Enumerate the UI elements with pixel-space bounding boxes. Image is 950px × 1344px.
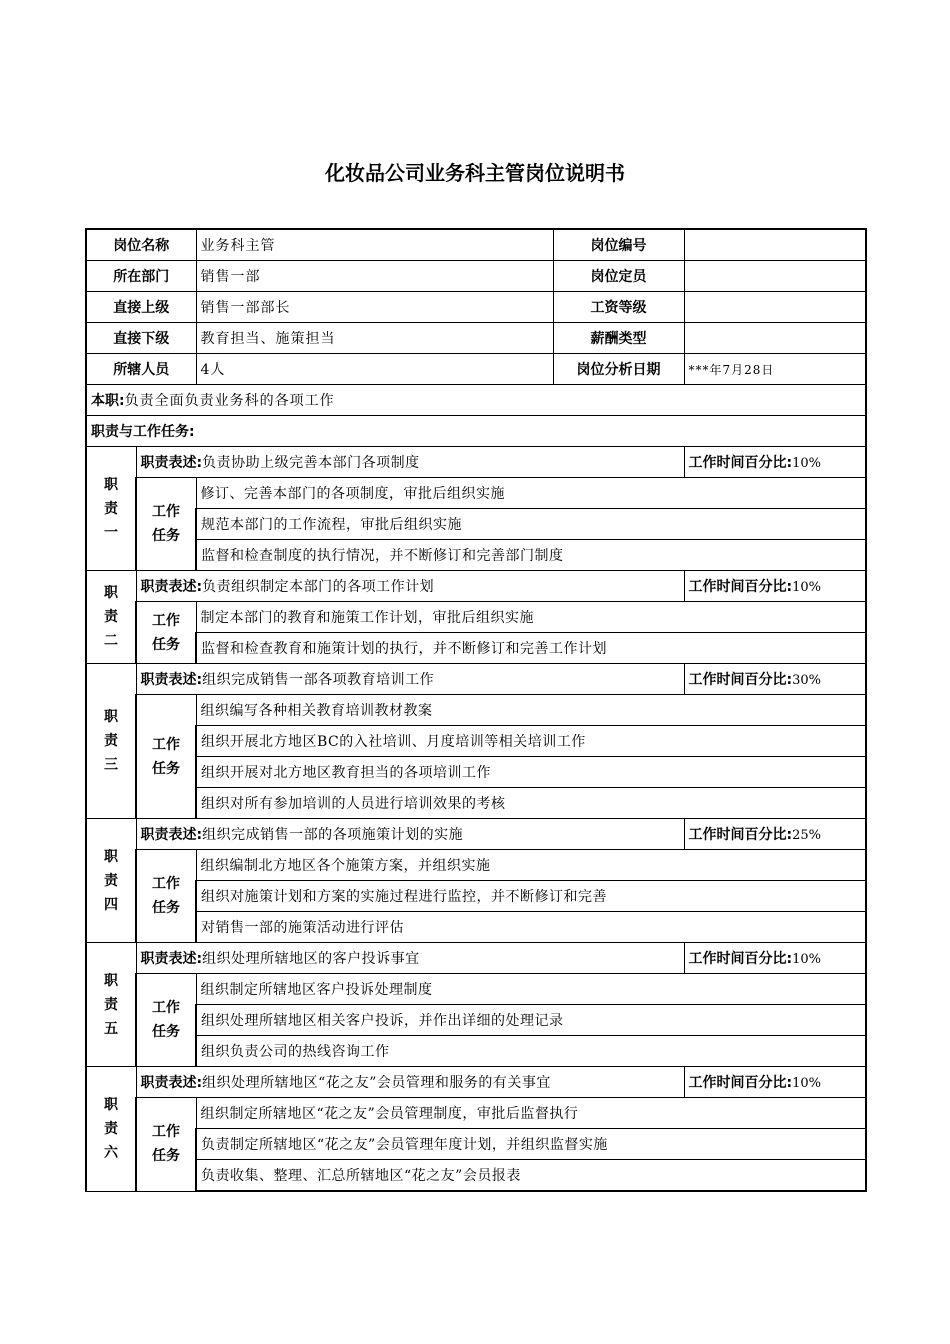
task-row [86, 912, 866, 943]
task-row [86, 1036, 866, 1067]
task-row [86, 695, 866, 726]
row-main-duty [86, 385, 866, 416]
duty-name [86, 819, 136, 943]
duty-name [86, 664, 136, 819]
task-label-cell [136, 478, 196, 571]
task-item: 组织制定所辖地区“花之友”会员管理制度，审批后监督执行 [196, 1098, 866, 1129]
duty-time-label: 工作时间百分比: [688, 1075, 793, 1091]
duty-statement-cell [136, 1067, 684, 1098]
duty-time-percent: 10% [792, 952, 822, 967]
task-row [86, 602, 866, 633]
duty-statement-cell [136, 664, 684, 695]
duty-statement-cell [136, 943, 684, 974]
task-label-cell [136, 974, 196, 1067]
task-item: 组织开展北方地区BC的入社培训、月度培训等相关培训工作 [196, 726, 866, 757]
duty-time-percent: 30% [792, 673, 822, 688]
duty-statement-cell [136, 447, 684, 478]
task-item: 组织处理所辖地区相关客户投诉，并作出详细的处理记录 [196, 1005, 866, 1036]
duty-name-text: 职责一 [103, 476, 118, 541]
task-item: 修订、完善本部门的各项制度，审批后组织实施 [196, 478, 866, 509]
task-item: 制定本部门的教育和施策工作计划，审批后组织实施 [196, 602, 866, 633]
subordinate-label: 直接下级 [86, 323, 196, 354]
wage-label: 工资等级 [553, 292, 684, 323]
task-label: 工作任务 [151, 504, 180, 544]
subordinate-value: 教育担当、施策担当 [196, 323, 553, 354]
task-item: 组织对所有参加培训的人员进行培训效果的考核 [196, 788, 866, 819]
row-dept [86, 261, 866, 292]
duty-time-cell [684, 447, 866, 478]
task-item: 组织负责公司的热线咨询工作 [196, 1036, 866, 1067]
task-label: 工作任务 [151, 1000, 180, 1040]
task-row [86, 633, 866, 664]
duty-time-percent: 25% [792, 828, 822, 843]
duty-statement-row [86, 943, 866, 974]
analysis-date-value: ***年7月28日 [684, 354, 866, 385]
duty-name-text: 职责二 [103, 585, 118, 649]
task-row [86, 478, 866, 509]
duty-time-percent: 10% [792, 456, 822, 471]
duty-time-label: 工作时间百分比: [688, 951, 793, 967]
task-row [86, 1129, 866, 1160]
duty-statement-text: 负责协助上级完善本部门各项制度 [202, 455, 420, 471]
duty-statement-label: 职责表述: [140, 827, 203, 843]
task-item: 组织制定所辖地区客户投诉处理制度 [196, 974, 866, 1005]
superior-value: 销售一部部长 [196, 292, 553, 323]
pay-type-label: 薪酬类型 [553, 323, 684, 354]
position-no-value [684, 229, 866, 261]
duty-time-label: 工作时间百分比: [688, 672, 793, 688]
duty-name [86, 943, 136, 1067]
duty-statement-text: 组织完成销售一部的各项施策计划的实施 [202, 827, 464, 843]
task-row [86, 850, 866, 881]
task-label-cell [136, 1098, 196, 1192]
task-row [86, 881, 866, 912]
task-item: 组织开展对北方地区教育担当的各项培训工作 [196, 757, 866, 788]
duty-statement-row [86, 819, 866, 850]
task-row [86, 757, 866, 788]
duty-time-label: 工作时间百分比: [688, 827, 793, 843]
duty-name-text: 职责六 [103, 1096, 118, 1161]
duty-time-percent: 10% [792, 580, 822, 595]
task-row [86, 974, 866, 1005]
task-item: 组织编制北方地区各个施策方案，并组织实施 [196, 850, 866, 881]
task-item: 监督和检查制度的执行情况，并不断修订和完善部门制度 [196, 540, 866, 571]
duty-statement-row [86, 571, 866, 602]
duty-statement-row [86, 447, 866, 478]
dept-value: 销售一部 [196, 261, 553, 292]
job-description-table [85, 228, 867, 1192]
duty-statement-label: 职责表述: [140, 951, 203, 967]
analysis-date-label: 岗位分析日期 [553, 354, 684, 385]
row-staff [86, 354, 866, 385]
task-row [86, 509, 866, 540]
duty-name-text: 职责四 [103, 848, 118, 913]
task-label-cell [136, 850, 196, 943]
pay-type-value [684, 323, 866, 354]
duty-statement-text: 组织处理所辖地区的客户投诉事宜 [202, 951, 420, 967]
main-duty-cell [86, 385, 866, 416]
duty-name [86, 571, 136, 664]
headcount-value [684, 261, 866, 292]
wage-value [684, 292, 866, 323]
duty-time-cell [684, 1067, 866, 1098]
duty-name-text: 职责五 [103, 972, 118, 1037]
task-item: 对销售一部的施策活动进行评估 [196, 912, 866, 943]
duty-statement-row [86, 664, 866, 695]
task-item: 组织对施策计划和方案的实施过程进行监控，并不断修订和完善 [196, 881, 866, 912]
task-item: 规范本部门的工作流程，审批后组织实施 [196, 509, 866, 540]
duty-statement-text: 组织完成销售一部各项教育培训工作 [202, 672, 435, 688]
task-row [86, 1160, 866, 1192]
task-label-cell [136, 602, 196, 664]
duty-name [86, 447, 136, 571]
row-subordinate [86, 323, 866, 354]
duty-statement-cell [136, 571, 684, 602]
duty-statement-text: 负责组织制定本部门的各项工作计划 [202, 579, 435, 595]
duty-statement-label: 职责表述: [140, 579, 203, 595]
duty-time-cell [684, 819, 866, 850]
tasks-header: 职责与工作任务: [86, 416, 866, 447]
duty-name-text: 职责三 [103, 709, 118, 773]
duty-statement-row [86, 1067, 866, 1098]
task-label: 工作任务 [151, 612, 180, 653]
task-item: 负责收集、整理、汇总所辖地区“花之友”会员报表 [196, 1160, 866, 1192]
task-row [86, 540, 866, 571]
task-item: 监督和检查教育和施策计划的执行，并不断修订和完善工作计划 [196, 633, 866, 664]
duty-time-cell [684, 664, 866, 695]
duty-statement-text: 组织处理所辖地区“花之友”会员管理和服务的有关事宜 [202, 1075, 551, 1091]
staff-label: 所辖人员 [86, 354, 196, 385]
duty-statement-label: 职责表述: [140, 1075, 203, 1091]
duty-time-label: 工作时间百分比: [688, 579, 793, 595]
row-tasks-header [86, 416, 866, 447]
task-row [86, 1005, 866, 1036]
duty-statement-label: 职责表述: [140, 455, 203, 471]
headcount-label: 岗位定员 [553, 261, 684, 292]
main-duty-text: 负责全面负责业务科的各项工作 [124, 393, 335, 409]
staff-value: 4人 [196, 354, 553, 385]
task-row [86, 788, 866, 819]
task-row [86, 726, 866, 757]
duty-statement-label: 职责表述: [140, 672, 203, 688]
superior-label: 直接上级 [86, 292, 196, 323]
task-item: 组织编写各种相关教育培训教材教案 [196, 695, 866, 726]
row-position-name [86, 229, 866, 261]
task-label-cell [136, 695, 196, 819]
document-title: 化妆品公司业务科主管岗位说明书 [325, 161, 625, 185]
position-name-value: 业务科主管 [196, 229, 553, 261]
task-label: 工作任务 [151, 736, 180, 777]
duty-statement-cell [136, 819, 684, 850]
duty-time-cell [684, 571, 866, 602]
position-name-label: 岗位名称 [86, 229, 196, 261]
task-row [86, 1098, 866, 1129]
duty-time-percent: 10% [792, 1076, 822, 1091]
duty-name [86, 1067, 136, 1192]
task-label: 工作任务 [151, 876, 180, 916]
duty-time-label: 工作时间百分比: [688, 455, 793, 471]
main-duty-label: 本职: [91, 393, 125, 409]
duty-time-cell [684, 943, 866, 974]
dept-label: 所在部门 [86, 261, 196, 292]
row-superior [86, 292, 866, 323]
position-no-label: 岗位编号 [553, 229, 684, 261]
task-label: 工作任务 [151, 1124, 180, 1165]
task-item: 负责制定所辖地区“花之友”会员管理年度计划，并组织监督实施 [196, 1129, 866, 1160]
